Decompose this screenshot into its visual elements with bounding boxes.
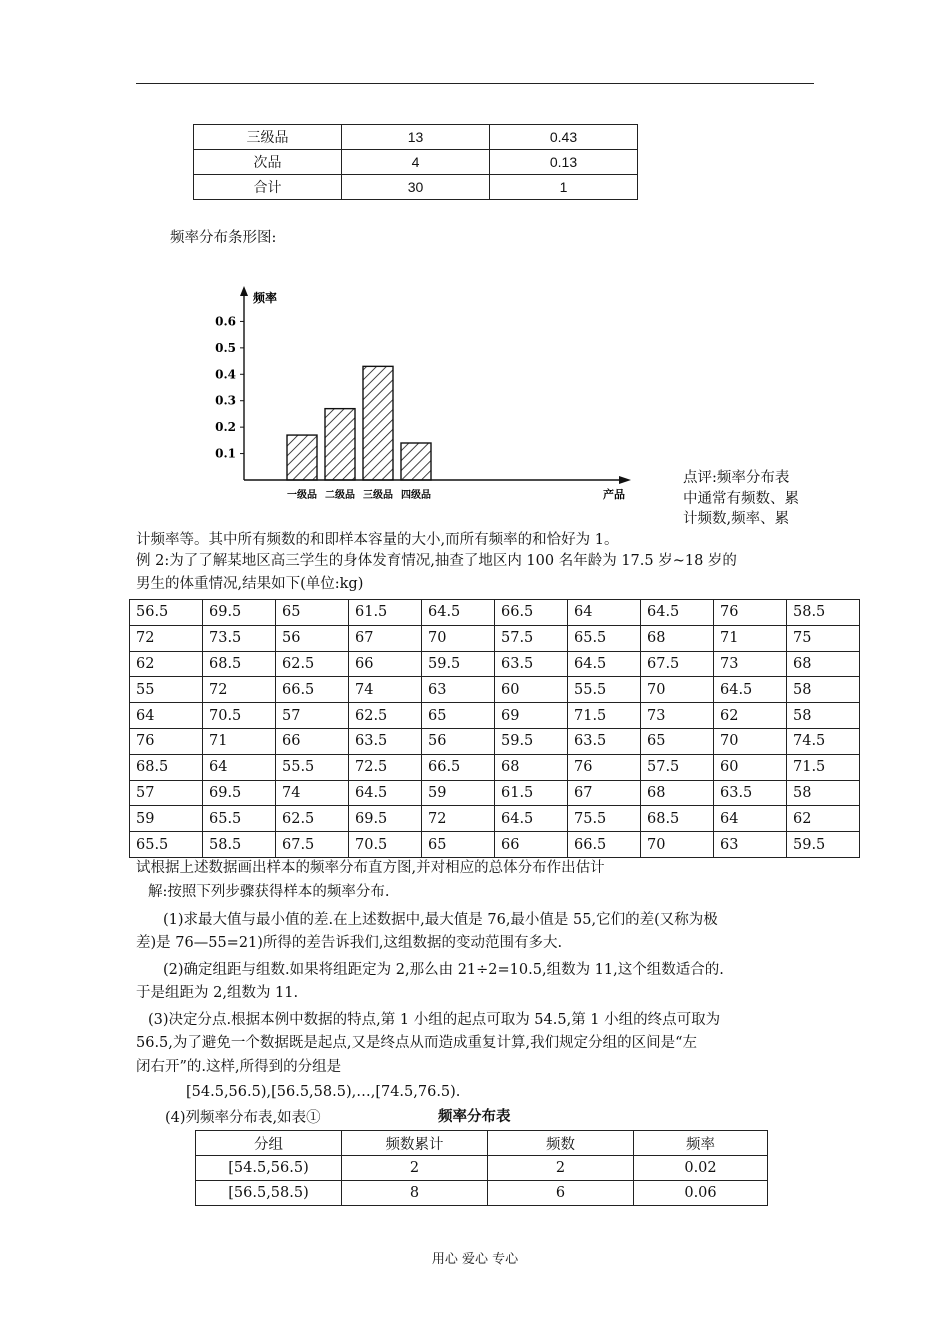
task-text: 试根据上述数据画出样本的频率分布直方图,并对相应的总体分布作出估计: [136, 860, 605, 876]
table-cell: 66.5: [568, 832, 641, 858]
table-cell: 62: [130, 651, 203, 677]
x-axis-arrow-icon: [619, 476, 631, 484]
table-cell: 55: [130, 677, 203, 703]
bar: [287, 435, 317, 480]
table-cell: 65.5: [203, 806, 276, 832]
table-cell: 72: [203, 677, 276, 703]
table-cell: 58: [787, 703, 860, 729]
comment-line: 计频率等。其中所有频数的和即样本容量的大小,而所有频率的和恰好为 1。: [136, 532, 619, 548]
table-cell: 63: [714, 832, 787, 858]
table-cell: 73.5: [203, 625, 276, 651]
table-cell: 2: [342, 1156, 488, 1181]
table-cell: 65: [641, 728, 714, 754]
table-cell: [56.5,58.5): [196, 1181, 342, 1206]
table-cell: 76: [130, 728, 203, 754]
table-header-row: [196, 1131, 768, 1156]
table-cell: [54.5,56.5): [196, 1156, 342, 1181]
table-cell: 62.5: [349, 703, 422, 729]
page-footer: 用心 爱心 专心: [431, 1252, 519, 1267]
frequency-table: [195, 1130, 768, 1206]
table-cell: 70: [641, 832, 714, 858]
table-row: [130, 703, 860, 729]
table-cell: 56.5: [130, 600, 203, 626]
table-cell: 65: [276, 600, 349, 626]
table-row: [130, 677, 860, 703]
table-cell: 0.02: [634, 1156, 768, 1181]
table-row: [130, 754, 860, 780]
table-cell: 64: [714, 806, 787, 832]
table-row: [130, 806, 860, 832]
table-cell: 64.5: [349, 780, 422, 806]
y-tick-label: 0.2: [215, 420, 236, 435]
table-cell: 64.5: [495, 806, 568, 832]
table-cell: 58: [787, 780, 860, 806]
table-header: 频率: [634, 1131, 768, 1156]
chart-caption: 频率分布条形图:: [170, 230, 277, 246]
category-label: 二级品: [325, 490, 355, 501]
table-row: [130, 600, 860, 626]
table-cell: 63.5: [714, 780, 787, 806]
table-cell: 合计: [194, 175, 342, 200]
table-cell: 56: [422, 728, 495, 754]
table-header: 频数累计: [342, 1131, 488, 1156]
table-cell: 66.5: [422, 754, 495, 780]
solution-text: [54.5,56.5),[56.5,58.5),…,[74.5,76.5).: [186, 1084, 461, 1100]
table-cell: 75: [787, 625, 860, 651]
table-cell: 59: [130, 806, 203, 832]
table-cell: 70: [641, 677, 714, 703]
table-header: 频数: [488, 1131, 634, 1156]
table-cell: 13: [342, 125, 490, 150]
table-cell: 69.5: [203, 600, 276, 626]
table-cell: 66: [495, 832, 568, 858]
solution-text: 56.5,为了避免一个数据既是起点,又是终点从而造成重复计算,我们规定分组的区间是“左: [136, 1035, 698, 1051]
table-cell: 8: [342, 1181, 488, 1206]
y-tick-label: 0.1: [215, 446, 236, 461]
table-cell: 71.5: [787, 754, 860, 780]
bar: [325, 409, 355, 480]
table-cell: 76: [568, 754, 641, 780]
y-tick-label: 0.5: [215, 340, 236, 355]
table-cell: 72.5: [349, 754, 422, 780]
y-tick-label: 0.3: [215, 393, 236, 408]
table-cell: 70.5: [349, 832, 422, 858]
table-cell: 68: [641, 625, 714, 651]
table-cell: 69.5: [349, 806, 422, 832]
table-cell: 66: [276, 728, 349, 754]
table-cell: 70: [714, 728, 787, 754]
table-cell: 58: [787, 677, 860, 703]
comment-line: 计频数,频率、累: [683, 511, 790, 527]
table-cell: 72: [130, 625, 203, 651]
table-cell: 67: [349, 625, 422, 651]
table-cell: 57.5: [641, 754, 714, 780]
table-cell: 63.5: [349, 728, 422, 754]
table-cell: 30: [342, 175, 490, 200]
table-cell: 71.5: [568, 703, 641, 729]
solution-text: (1)求最大值与最小值的差.在上述数据中,最大值是 76,最小值是 55,它们的差(又称为极: [163, 912, 718, 928]
table-cell: 69.5: [203, 780, 276, 806]
table-cell: 6: [488, 1181, 634, 1206]
bar: [401, 443, 431, 480]
table-cell: 62: [714, 703, 787, 729]
table-cell: 59.5: [787, 832, 860, 858]
table-row: [194, 125, 638, 150]
table-row: [130, 780, 860, 806]
example-text: 例 2:为了了解某地区高三学生的身体发育情况,抽查了地区内 100 名年龄为 17.5 岁~18 岁的: [136, 553, 737, 569]
table-cell: 71: [203, 728, 276, 754]
solution-text: (2)确定组距与组数.如果将组距定为 2,那么由 21÷2=10.5,组数为 11,这个组数适合的.: [163, 962, 724, 978]
table-cell: 65: [422, 832, 495, 858]
table-cell: 65: [422, 703, 495, 729]
table-cell: 63.5: [495, 651, 568, 677]
table-cell: 68.5: [641, 806, 714, 832]
table-row: [130, 832, 860, 858]
x-axis-label: 产品: [603, 488, 625, 501]
table-cell: 67: [568, 780, 641, 806]
table-cell: 64.5: [422, 600, 495, 626]
table-row: [196, 1181, 768, 1206]
solution-text: 于是组距为 2,组数为 11.: [136, 985, 299, 1001]
table-row: [130, 651, 860, 677]
table-cell: 76: [714, 600, 787, 626]
table-cell: 61.5: [349, 600, 422, 626]
table-cell: 61.5: [495, 780, 568, 806]
table-cell: 0.13: [490, 150, 638, 175]
table-cell: 0.06: [634, 1181, 768, 1206]
table-header: 分组: [196, 1131, 342, 1156]
table-row: [194, 175, 638, 200]
table-cell: 62.5: [276, 651, 349, 677]
table-cell: 59.5: [495, 728, 568, 754]
table-cell: 68: [641, 780, 714, 806]
table-cell: 三级品: [194, 125, 342, 150]
solution-text: 解:按照下列步骤获得样本的频率分布.: [148, 884, 390, 900]
table-cell: 66: [349, 651, 422, 677]
header-rule: [136, 83, 814, 84]
table-cell: 1: [490, 175, 638, 200]
table-cell: 55.5: [276, 754, 349, 780]
example-text: 男生的体重情况,结果如下(单位:kg): [136, 576, 364, 592]
table-cell: 69: [495, 703, 568, 729]
table-cell: 70: [422, 625, 495, 651]
grade-frequency-table: [193, 124, 638, 200]
y-axis-arrow-icon: [240, 286, 248, 296]
table-cell: 64: [130, 703, 203, 729]
table-cell: 73: [714, 651, 787, 677]
table-cell: 59.5: [422, 651, 495, 677]
table-cell: 67.5: [276, 832, 349, 858]
table-cell: 4: [342, 150, 490, 175]
table-cell: 65.5: [568, 625, 641, 651]
table-cell: 70.5: [203, 703, 276, 729]
table-cell: 0.43: [490, 125, 638, 150]
category-label: 四级品: [401, 490, 431, 501]
table-cell: 62.5: [276, 806, 349, 832]
table-cell: 63: [422, 677, 495, 703]
table-cell: 71: [714, 625, 787, 651]
table-cell: 72: [422, 806, 495, 832]
comment-line: 点评:频率分布表: [683, 470, 790, 486]
table-cell: 60: [714, 754, 787, 780]
table-cell: 67.5: [641, 651, 714, 677]
solution-text: 差)是 76—55=21)所得的差告诉我们,这组数据的变动范围有多大.: [136, 935, 563, 951]
table-title: 频率分布表: [438, 1109, 511, 1125]
table-cell: 74: [276, 780, 349, 806]
table-row: [130, 728, 860, 754]
table-cell: 56: [276, 625, 349, 651]
table-row: [130, 625, 860, 651]
table-cell: 58.5: [203, 832, 276, 858]
weights-table: [129, 599, 860, 858]
frequency-bar-chart: [205, 280, 665, 520]
solution-text: (4)列频率分布表,如表①: [165, 1110, 321, 1126]
table-cell: 次品: [194, 150, 342, 175]
table-cell: 65.5: [130, 832, 203, 858]
table-cell: 60: [495, 677, 568, 703]
table-cell: 62: [787, 806, 860, 832]
table-cell: 68.5: [203, 651, 276, 677]
category-label: 三级品: [363, 490, 393, 501]
solution-text: (3)决定分点.根据本例中数据的特点,第 1 小组的起点可取为 54.5,第 1 小组的终点可取为: [148, 1012, 721, 1028]
bar: [363, 366, 393, 480]
solution-text: 闭右开”的.这样,所得到的分组是: [136, 1059, 342, 1075]
table-cell: 64.5: [641, 600, 714, 626]
table-cell: 74.5: [787, 728, 860, 754]
table-cell: 64.5: [568, 651, 641, 677]
table-cell: 64: [203, 754, 276, 780]
table-cell: 55.5: [568, 677, 641, 703]
y-tick-label: 0.6: [215, 314, 236, 329]
table-cell: 64.5: [714, 677, 787, 703]
table-cell: 58.5: [787, 600, 860, 626]
table-row: [196, 1156, 768, 1181]
table-cell: 64: [568, 600, 641, 626]
comment-line: 中通常有频数、累: [683, 491, 799, 507]
table-cell: 66.5: [276, 677, 349, 703]
table-cell: 2: [488, 1156, 634, 1181]
table-cell: 73: [641, 703, 714, 729]
category-label: 一级品: [287, 490, 317, 501]
y-tick-label: 0.4: [215, 367, 236, 382]
table-cell: 57.5: [495, 625, 568, 651]
table-cell: 63.5: [568, 728, 641, 754]
table-cell: 57: [130, 780, 203, 806]
table-cell: 59: [422, 780, 495, 806]
table-cell: 68.5: [130, 754, 203, 780]
table-cell: 75.5: [568, 806, 641, 832]
table-cell: 57: [276, 703, 349, 729]
table-row: [194, 150, 638, 175]
table-cell: 66.5: [495, 600, 568, 626]
table-cell: 74: [349, 677, 422, 703]
table-cell: 68: [495, 754, 568, 780]
table-cell: 68: [787, 651, 860, 677]
y-axis-label: 频率: [253, 291, 278, 305]
